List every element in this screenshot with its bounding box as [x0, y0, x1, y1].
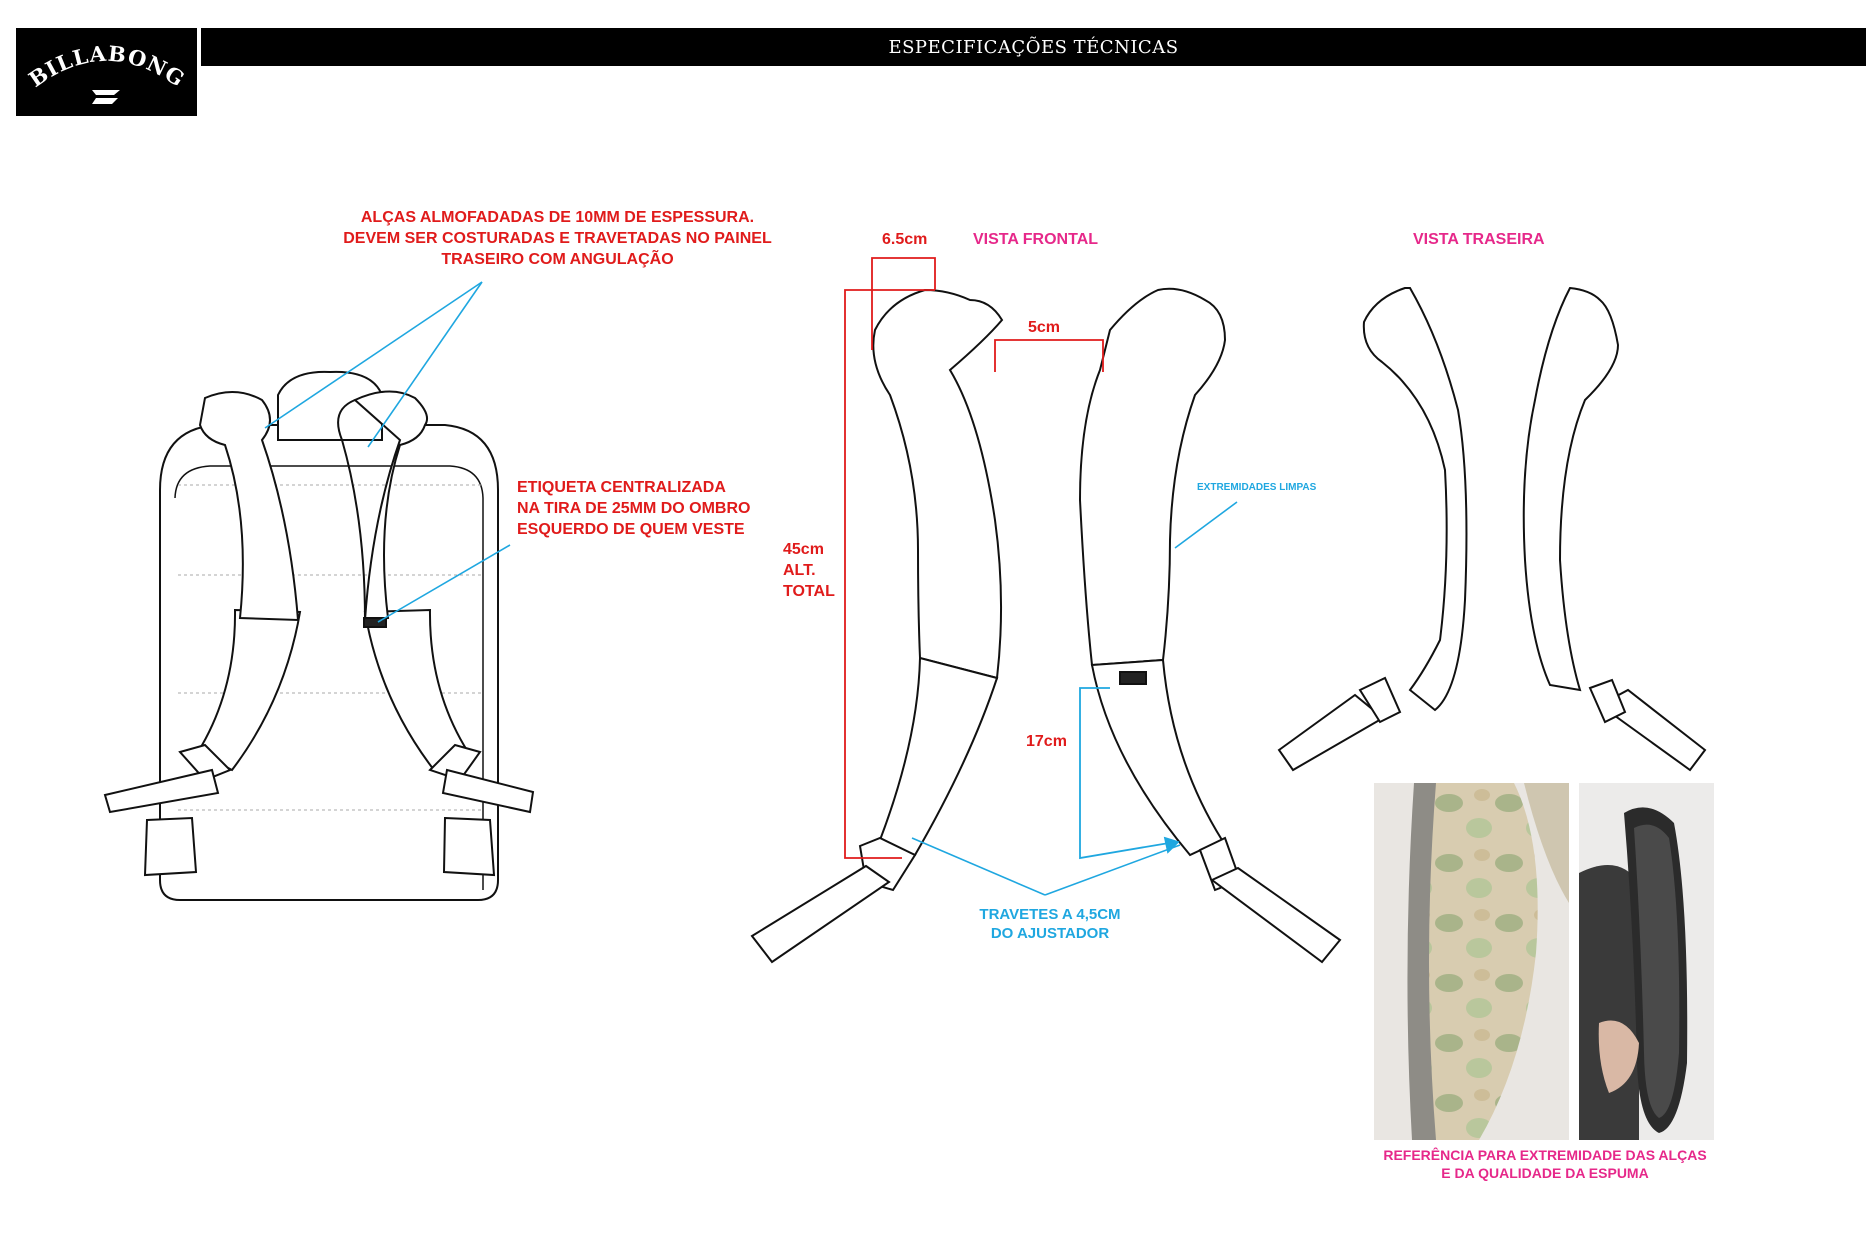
padded-straps-note — [320, 207, 795, 270]
bartacks-line-1: TRAVETES A 4,5CM — [979, 906, 1121, 923]
camo-foam-photo — [1374, 783, 1569, 1140]
front-view-title: VISTA FRONTAL — [973, 231, 1099, 248]
bartacks-note — [965, 905, 1135, 943]
bottom-tab-right — [444, 818, 494, 875]
padded-straps-line-3: TRASEIRO COM ANGULAÇÃO — [441, 251, 674, 268]
dim-gap-label: 5cm — [1028, 319, 1061, 336]
page-title: ESPECIFICAÇÕES TÉCNICAS — [888, 36, 1179, 58]
bartacks-line-2: DO AJUSTADOR — [990, 925, 1110, 942]
back-right-pad — [1524, 288, 1618, 690]
clean-edges-note: EXTREMIDADES LIMPAS — [1197, 482, 1317, 493]
black-foam-photo — [1579, 783, 1714, 1140]
padded-straps-line-1: ALÇAS ALMOFADADAS DE 10MM DE ESPESSURA. — [360, 209, 755, 226]
back-right-adjuster — [1590, 680, 1625, 722]
reference-photo-camo — [1374, 783, 1569, 1140]
dim-gap-line — [995, 340, 1103, 372]
brand-wordmark: BILLABONG — [23, 40, 190, 92]
reference-line-1: REFERÊNCIA PARA EXTREMIDADE DAS ALÇAS — [1383, 1147, 1707, 1163]
callout-clean-edges — [1175, 502, 1237, 548]
dim-height-line-2: ALT. — [783, 562, 816, 579]
front-left-tail — [752, 866, 889, 962]
front-view-straps — [752, 289, 1340, 962]
label-note — [517, 477, 837, 540]
front-right-tail — [1212, 868, 1340, 962]
dim-webbing-label: 17cm — [1026, 733, 1067, 750]
reference-note — [1360, 1146, 1730, 1182]
label-note-line-2: NA TIRA DE 25MM DO OMBRO — [517, 500, 751, 517]
label-note-line-1: ETIQUETA CENTRALIZADA — [517, 479, 726, 496]
label-note-line-3: ESQUERDO DE QUEM VESTE — [517, 521, 745, 538]
dim-height-line-1: 45cm — [783, 541, 824, 558]
dim-height-line-3: TOTAL — [783, 583, 835, 600]
dim-width-label: 6.5cm — [882, 231, 928, 248]
back-left-pad — [1364, 288, 1467, 710]
backpack-back-view — [105, 372, 533, 900]
front-right-pad — [1080, 289, 1225, 665]
front-brand-label — [1120, 672, 1146, 684]
front-right-webbing — [1092, 660, 1222, 855]
dim-height-label — [783, 539, 835, 602]
back-left-tail — [1279, 695, 1383, 770]
back-view-title: VISTA TRASEIRA — [1413, 231, 1545, 248]
reference-line-2: E DA QUALIDADE DA ESPUMA — [1441, 1165, 1649, 1181]
callout-bartacks — [912, 838, 1180, 895]
bottom-tab-left — [145, 818, 196, 875]
front-left-webbing — [880, 658, 997, 855]
back-view-straps — [1279, 288, 1705, 770]
padded-straps-line-2: DEVEM SER COSTURADAS E TRAVETADAS NO PAINEL — [343, 230, 772, 247]
reference-photo-black-foam — [1579, 783, 1714, 1140]
front-left-pad — [873, 290, 1002, 678]
